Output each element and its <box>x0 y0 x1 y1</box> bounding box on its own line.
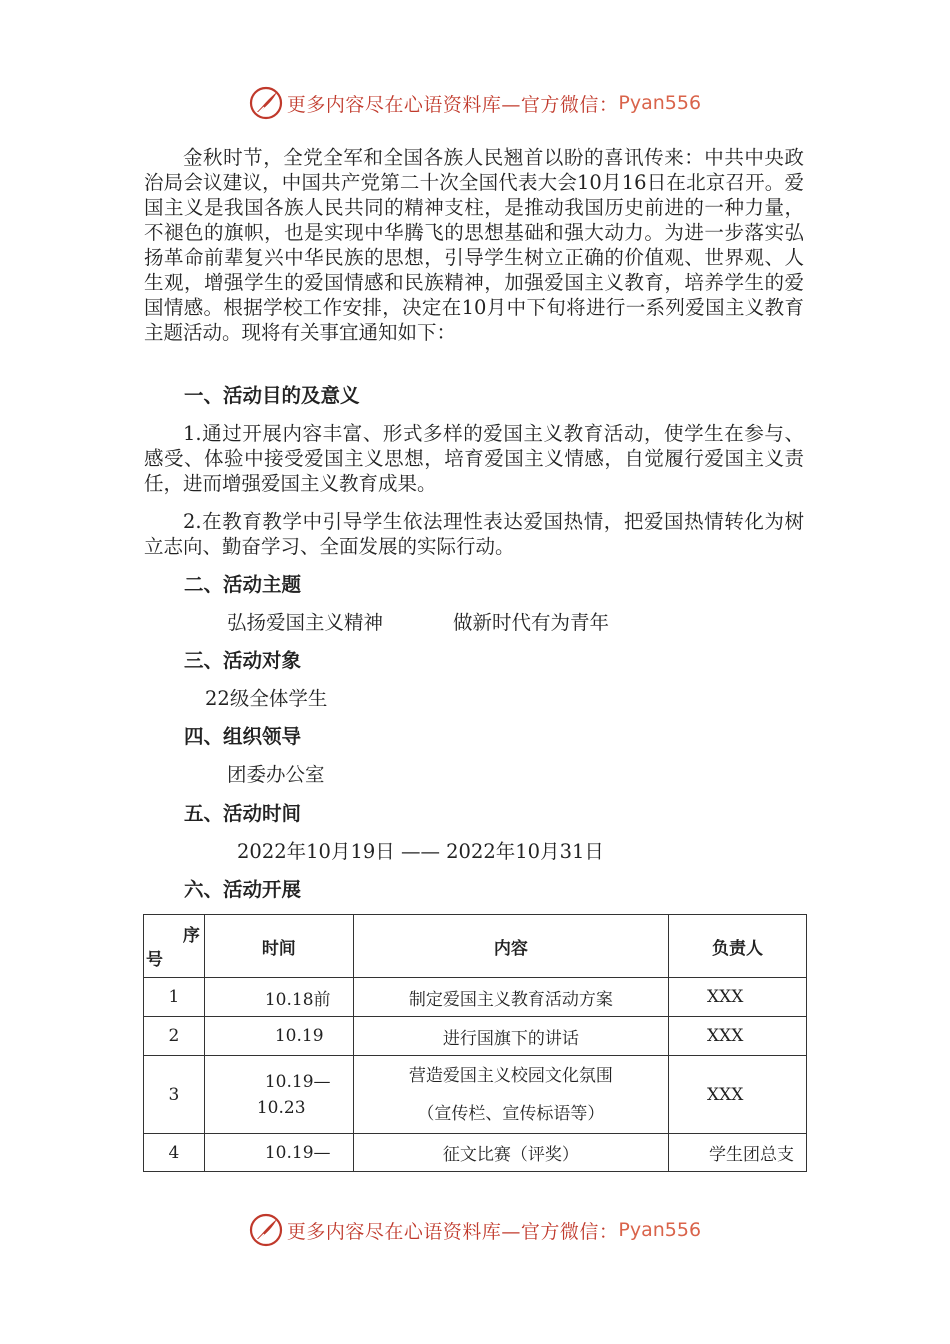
row-content: 进行国旗下的讲话 <box>353 1017 668 1056</box>
table-row <box>144 978 807 1017</box>
header-seq <box>144 915 205 978</box>
activity-period: 2022年10月19日 —— 2022年10月31日 <box>237 840 604 863</box>
organizer: 团委办公室 <box>227 763 325 786</box>
section-1-point-1: 1.通过开展内容丰富、形式多样的爱国主义教育活动，使学生在参与、感受、体验中接受爱国主义思想，培育爱国主义情感，自觉履行爱国主义责任，进而增强爱国主义教育成果。 <box>144 422 804 495</box>
top-banner <box>0 83 950 123</box>
section-3-title: 三、活动对象 <box>184 649 302 672</box>
row-content-a: 营造爱国主义校园文化氛围 <box>408 1065 613 1086</box>
intro-paragraph: 金秋时节，全党全军和全国各族人民翘首以盼的喜讯传来：中共中央政治局会议建议，中国共产党第二十次全国代表大会10月16日在北京召开。爱国主义是我国各族人民共同的精神支柱，是推动我国历史前进的一种力量，不褪色的旗帜，也是实现中华腾飞的思想基础和强大动力。为进一步落实弘扬革命前辈复兴中华民族的思想，引导学生树立正确的价值观、世界观、人生观，增强学生的爱国情感和民族精神，加强爱国主义教育，培养学生的爱国情感。根据学校工作安排，决定在10月中下旬将进行一系列爱国主义教育主题活动。现将有关事宜通知如下： <box>144 146 804 344</box>
banner-text: 更多内容尽在心语资料库—官方微信： <box>286 1220 619 1243</box>
section-1-body-2 <box>144 509 804 559</box>
header-seq-a: 序 <box>182 926 200 946</box>
row-num: 4 <box>144 1134 205 1172</box>
row-num: 1 <box>144 978 205 1017</box>
banner-wechat: Pyan556 <box>618 1219 702 1241</box>
row-time: 10.18前 <box>204 978 353 1017</box>
section-5-title: 五、活动时间 <box>184 802 302 825</box>
row-num: 2 <box>144 1017 205 1056</box>
target-audience: 22级全体学生 <box>205 687 328 710</box>
row-owner: XXX <box>669 1056 807 1134</box>
banner-text: 更多内容尽在心语资料库—官方微信： <box>286 93 619 116</box>
section-1-body <box>144 421 804 496</box>
quill-logo-icon <box>249 1213 283 1247</box>
header-content: 内容 <box>353 915 668 978</box>
activity-table <box>143 914 807 1172</box>
row-content-b: （宣传栏、宣传标语等） <box>417 1103 605 1124</box>
header-time: 时间 <box>204 915 353 978</box>
banner-wechat: Pyan556 <box>618 92 702 114</box>
row-owner: XXX <box>669 978 807 1017</box>
row-time-a: 10.19— <box>264 1071 331 1092</box>
row-owner: 学生团总支 <box>669 1134 807 1172</box>
row-owner: XXX <box>669 1017 807 1056</box>
row-time <box>204 1056 353 1134</box>
row-num: 3 <box>144 1056 205 1134</box>
row-time: 10.19— <box>204 1134 353 1172</box>
row-time-b: 10.23 <box>256 1097 306 1118</box>
row-content: 制定爱国主义教育活动方案 <box>353 978 668 1017</box>
table-header-row <box>144 915 807 978</box>
intro-section <box>144 145 804 345</box>
section-1-title: 一、活动目的及意义 <box>184 384 360 407</box>
bottom-banner <box>0 1210 950 1250</box>
row-content <box>353 1056 668 1134</box>
section-6-title: 六、活动开展 <box>184 878 302 901</box>
quill-logo-icon <box>249 86 283 120</box>
table-row <box>144 1017 807 1056</box>
row-time: 10.19 <box>204 1017 353 1056</box>
section-2-title: 二、活动主题 <box>184 573 302 596</box>
table-row <box>144 1134 807 1172</box>
header-seq-b: 号 <box>146 950 163 970</box>
row-content: 征文比赛（评奖） <box>353 1134 668 1172</box>
theme-b: 做新时代有为青年 <box>453 611 610 634</box>
table-row <box>144 1056 807 1134</box>
section-1-point-2: 2.在教育教学中引导学生依法理性表达爱国热情，把爱国热情转化为树立志向、勤奋学习、全面发展的实际行动。 <box>144 510 804 558</box>
header-owner: 负责人 <box>669 915 807 978</box>
theme-a: 弘扬爱国主义精神 <box>227 611 384 634</box>
section-4-title: 四、组织领导 <box>184 725 302 748</box>
